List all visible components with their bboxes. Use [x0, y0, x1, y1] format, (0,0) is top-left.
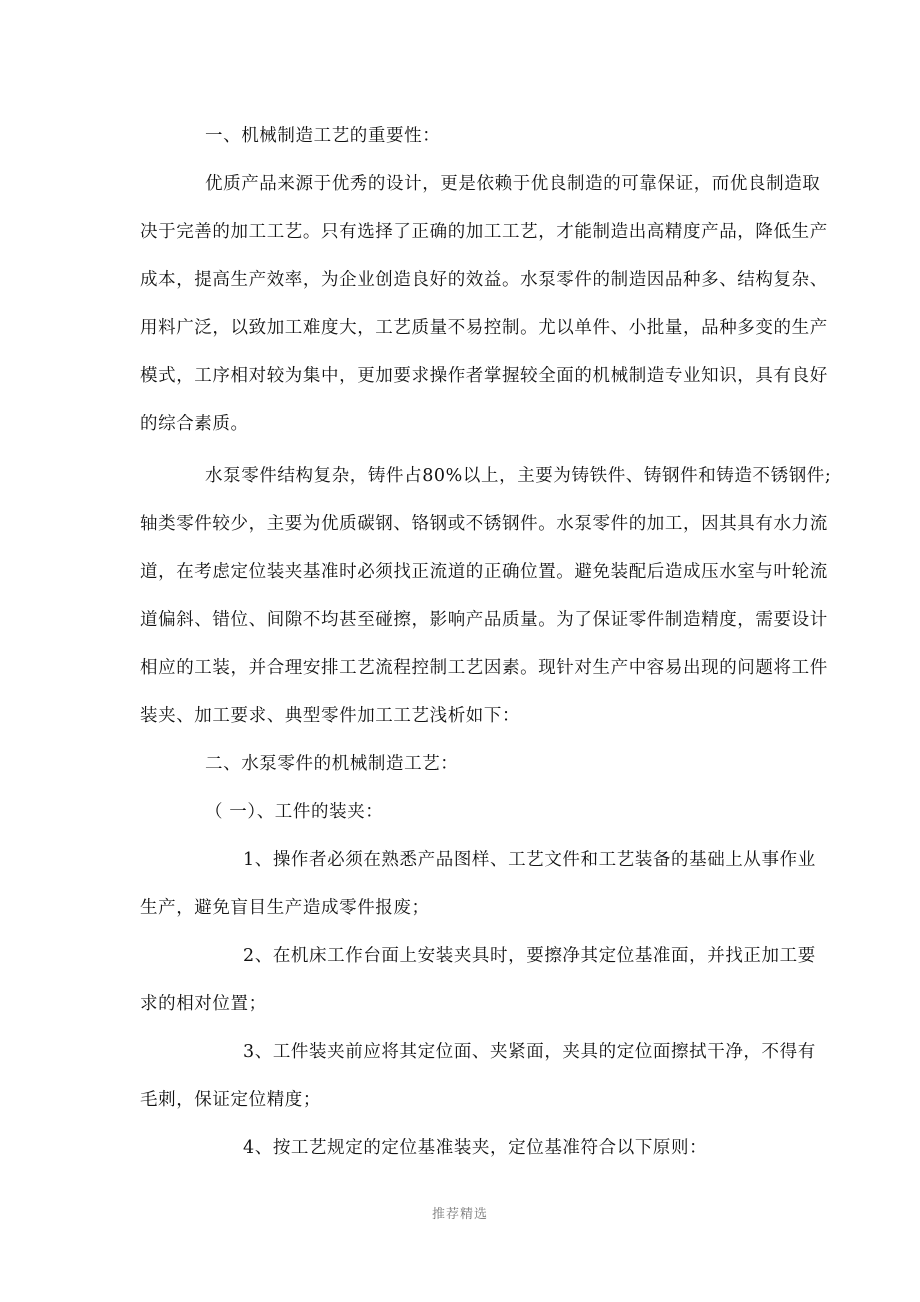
- para1-line-3: 成本，提高生产效率，为企业创造良好的效益。水泵零件的制造因品种多、结构复杂、: [140, 270, 828, 290]
- para1-line-1: 优质产品来源于优秀的设计，更是依赖于优良制造的可靠保证，而优良制造取: [205, 174, 821, 194]
- section2-heading: 二、水泵零件的机械制造工艺：: [205, 754, 459, 774]
- para2-line-1: 水泵零件结构复杂，铸件占80%以上，主要为铸铁件、铸钢件和铸造不锈钢件;: [205, 466, 832, 486]
- para1-line-4: 用料广泛，以致加工难度大，工艺质量不易控制。尤以单件、小批量，品种多变的生产: [140, 318, 828, 338]
- para2-line-4: 道偏斜、错位、间隙不均甚至碰擦，影响产品质量。为了保证零件制造精度，需要设计: [140, 610, 828, 630]
- para1-line-6: 的综合素质。: [140, 414, 249, 434]
- item1-line-1: 1、操作者必须在熟悉产品图样、工艺文件和工艺装备的基础上从事作业: [243, 850, 816, 870]
- item2-line-2: 求的相对位置；: [140, 994, 267, 1014]
- para1-line-2: 决于完善的加工工艺。只有选择了正确的加工工艺，才能制造出高精度产品，降低生产: [140, 222, 828, 242]
- item3-line-1: 3、工件装夹前应将其定位面、夹紧面，夹具的定位面擦拭干净，不得有: [243, 1042, 816, 1062]
- section1-heading: 一、机械制造工艺的重要性：: [205, 126, 441, 146]
- para2-line-2: 轴类零件较少，主要为优质碳钢、铬钢或不锈钢件。水泵零件的加工，因其具有水力流: [140, 514, 828, 534]
- subsection1-heading: （ 一）、工件的装夹：: [205, 802, 384, 822]
- para2-line-5: 相应的工装，并合理安排工艺流程控制工艺因素。现针对生产中容易出现的问题将工件: [140, 658, 828, 678]
- para2-line-3: 道，在考虑定位装夹基准时必须找正流道的正确位置。避免装配后造成压水室与叶轮流: [140, 562, 828, 582]
- item1-line-2: 生产，避免盲目生产造成零件报废；: [140, 898, 430, 918]
- page-footer: 推荐精选: [431, 1207, 488, 1222]
- para2-line-6: 装夹、加工要求、典型零件加工工艺浅析如下：: [140, 706, 521, 726]
- para1-line-5: 模式，工序相对较为集中，更加要求操作者掌握较全面的机械制造专业知识，具有良好: [140, 366, 828, 386]
- item4-line-1: 4、按工艺规定的定位基准装夹，定位基准符合以下原则：: [243, 1138, 708, 1158]
- item2-line-1: 2、在机床工作台面上安装夹具时，要擦净其定位基准面，并找正加工要: [243, 946, 816, 966]
- item3-line-2: 毛刺，保证定位精度；: [140, 1090, 321, 1110]
